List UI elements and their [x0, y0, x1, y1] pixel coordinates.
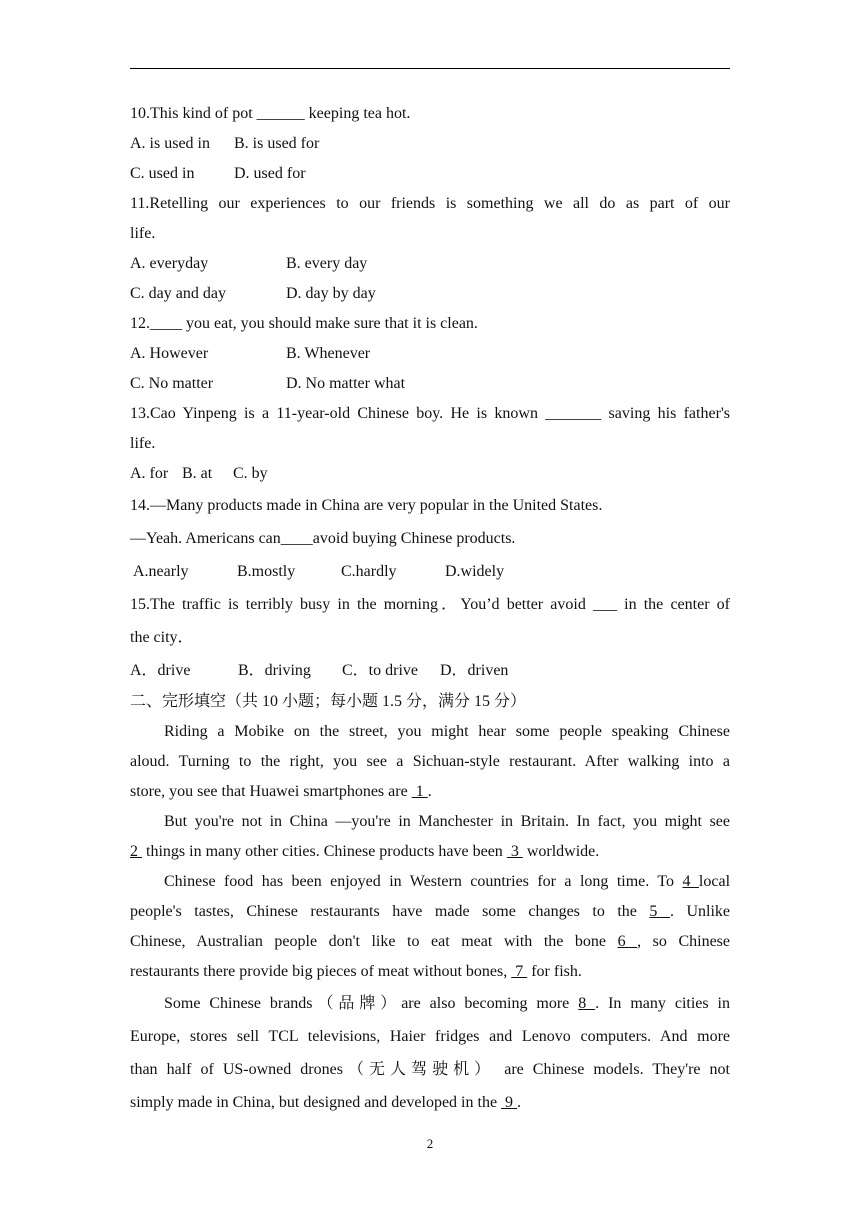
- option-d[interactable]: D. used for: [234, 165, 306, 182]
- blank-8[interactable]: 8: [578, 995, 596, 1012]
- question-15-stem-line2: the city．: [130, 629, 194, 646]
- question-10-stem: 10.This kind of pot ______ keeping tea hot.: [130, 105, 411, 122]
- option-b[interactable]: B．driving: [238, 662, 311, 679]
- passage-p2-line1: But you're not in China —you're in Manchester in Britain. In fact, you might see: [164, 813, 730, 830]
- passage-p1-line1: Riding a Mobike on the street, you might hear some people speaking Chinese: [164, 723, 730, 740]
- question-14-stem-line1: 14.—Many products made in China are very popular in the United States.: [130, 497, 603, 514]
- passage-p3-line1: [130, 867, 730, 897]
- passage-text: Chinese, Australian people don't like to eat meat with the bone: [130, 933, 618, 950]
- passage-text: store, you see that Huawei smartphones are: [130, 783, 412, 800]
- blank-2[interactable]: 2: [130, 843, 142, 860]
- passage-p3-line4: [130, 957, 730, 987]
- question-12-options-row1: [130, 339, 730, 369]
- option-a[interactable]: A．drive: [130, 662, 191, 679]
- option-b[interactable]: B. Whenever: [286, 345, 371, 362]
- option-c[interactable]: C. No matter: [130, 375, 214, 392]
- option-d[interactable]: D.widely: [445, 563, 505, 580]
- blank-4[interactable]: 4: [682, 873, 699, 890]
- passage-p1-line3: [130, 777, 730, 807]
- question-11-stem-line2: life.: [130, 225, 156, 242]
- option-c[interactable]: C．to drive: [342, 662, 418, 679]
- question-15-options: [130, 654, 730, 687]
- question-14-stem-line2: —Yeah. Americans can____avoid buying Chinese products.: [130, 530, 516, 547]
- blank-6[interactable]: 6: [617, 933, 638, 950]
- question-13-options: [130, 459, 730, 489]
- question-12-stem: 12.____ you eat, you should make sure that it is clean.: [130, 315, 478, 332]
- passage-text: Chinese food has been enjoyed in Western countries for a long time. To: [164, 873, 683, 890]
- option-b[interactable]: B.mostly: [237, 563, 296, 580]
- passage-text: , so Chinese: [637, 933, 730, 950]
- question-11-options-row2: [130, 279, 730, 309]
- option-b[interactable]: B. is used for: [234, 135, 320, 152]
- passage-text: . Unlike: [669, 903, 730, 920]
- blank-9[interactable]: 9: [501, 1094, 518, 1111]
- blank-1[interactable]: 1: [411, 783, 428, 800]
- passage-text: people's tastes, Chinese restaurants have made some changes to the: [130, 903, 650, 920]
- question-11-stem-line1: 11.Retelling our experiences to our friends is something we all do as part of our: [130, 195, 730, 212]
- passage-p1-line2: aloud. Turning to the right, you see a Sichuan-style restaurant. After walking into a: [130, 753, 730, 770]
- page-number: 2: [426, 1136, 434, 1151]
- passage-text: simply made in China, but designed and developed in the: [130, 1094, 502, 1111]
- blank-7[interactable]: 7: [511, 963, 528, 980]
- question-12-options-row2: [130, 369, 730, 399]
- question-13-stem-line1: 13.Cao Yinpeng is a 11-year-old Chinese boy. He is known _______ saving his father's: [130, 405, 730, 422]
- option-c[interactable]: C. used in: [130, 165, 195, 182]
- passage-p3-line3: [130, 927, 730, 957]
- passage-text: for fish.: [527, 963, 582, 980]
- passage-p4-line3: than half of US-owned drones（无人驾驶机） are Chinese models. They're not: [130, 1061, 730, 1078]
- passage-text: . In many cities in: [595, 995, 730, 1012]
- passage-text: .: [427, 783, 432, 800]
- question-13-stem-line2: life.: [130, 435, 156, 452]
- passage-text: Some Chinese brands（品牌）are also becoming more: [164, 995, 579, 1012]
- passage-text: local: [698, 873, 731, 890]
- header-rule: [130, 68, 730, 69]
- option-a[interactable]: A. However: [130, 345, 209, 362]
- passage-p2-line2: [130, 837, 730, 867]
- question-11-options-row1: [130, 249, 730, 279]
- option-c[interactable]: C. by: [233, 465, 268, 482]
- option-c[interactable]: C.hardly: [341, 563, 397, 580]
- question-10-options-row2: [130, 159, 730, 189]
- option-a[interactable]: A. for: [130, 465, 169, 482]
- question-14-options: [130, 555, 730, 588]
- option-c[interactable]: C. day and day: [130, 285, 226, 302]
- passage-text: worldwide.: [522, 843, 600, 860]
- passage-text: restaurants there provide big pieces of meat without bones,: [130, 963, 512, 980]
- passage-text: .: [517, 1094, 522, 1111]
- passage-p4-line2: Europe, stores sell TCL televisions, Haier fridges and Lenovo computers. And more: [130, 1028, 730, 1045]
- option-b[interactable]: B. at: [182, 465, 213, 482]
- section-heading: 二、完形填空（共 10 小题；每小题 1.5 分，满分 15 分）: [130, 693, 527, 710]
- option-a[interactable]: A. is used in: [130, 135, 210, 152]
- passage-text: things in many other cities. Chinese products have been: [142, 843, 507, 860]
- question-15-stem-line1: 15.The traffic is terribly busy in the morning．You’d better avoid ___ in the center of: [130, 596, 730, 613]
- blank-5[interactable]: 5: [649, 903, 670, 920]
- passage-p3-line2: [130, 897, 730, 927]
- blank-3[interactable]: 3: [506, 843, 523, 860]
- passage-p4-line1: [130, 987, 730, 1020]
- option-a[interactable]: A. everyday: [130, 255, 209, 272]
- option-a[interactable]: A.nearly: [133, 563, 189, 580]
- passage-p4-line4: [130, 1086, 730, 1119]
- exam-content: [130, 99, 730, 1119]
- option-b[interactable]: B. every day: [286, 255, 368, 272]
- option-d[interactable]: D. day by day: [286, 285, 376, 302]
- option-d[interactable]: D．driven: [440, 662, 509, 679]
- question-10-options-row1: [130, 129, 730, 159]
- option-d[interactable]: D. No matter what: [286, 375, 406, 392]
